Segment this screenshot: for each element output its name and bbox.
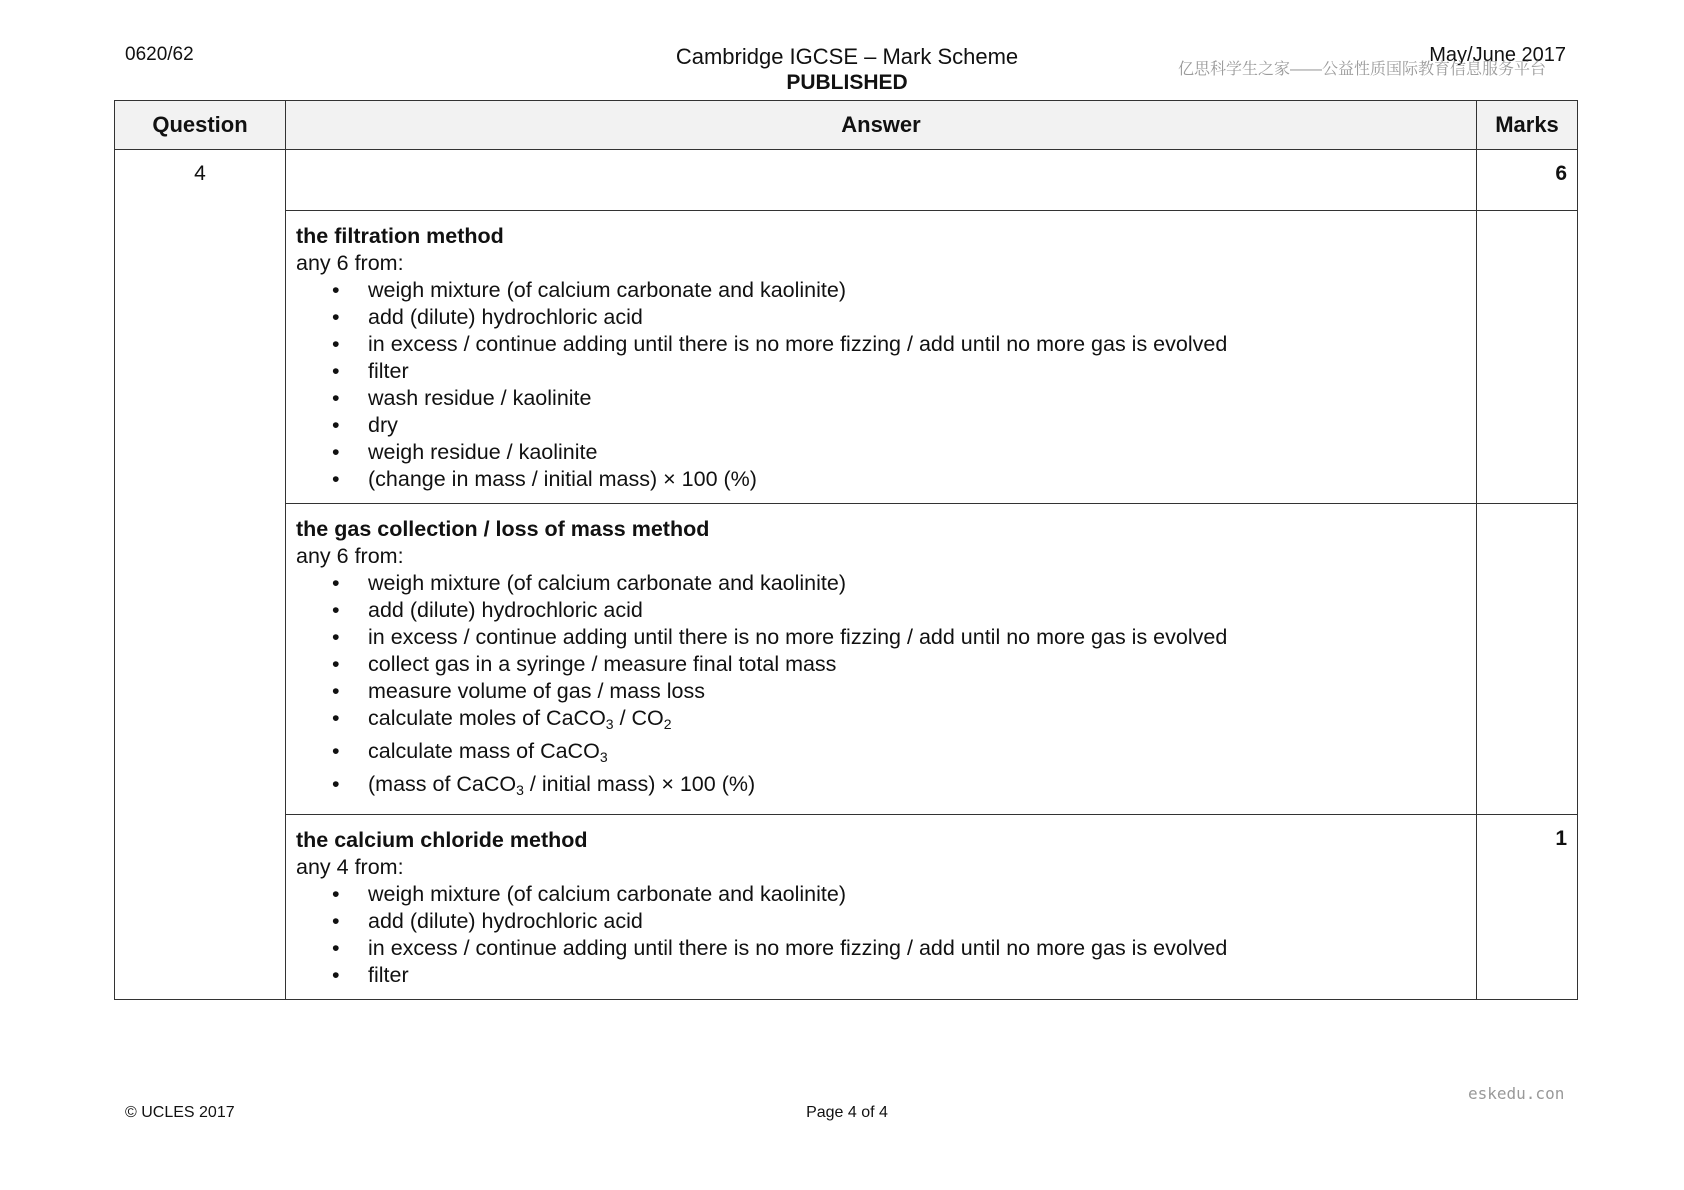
list-item: • measure volume of gas / mass loss	[332, 679, 705, 703]
list-item: • weigh mixture (of calcium carbonate and kaolinite)	[332, 882, 847, 906]
list-item: • filter	[332, 359, 409, 383]
bullet-list	[296, 881, 1466, 989]
section-title: the gas collection / loss of mass method	[296, 517, 710, 541]
published-label: PUBLISHED	[786, 71, 908, 94]
list-item: • (change in mass / initial mass) × 100 (%)	[332, 467, 757, 491]
paper-code: 0620/62	[125, 44, 194, 65]
list-item: • add (dilute) hydrochloric acid	[332, 909, 643, 933]
list-item: • weigh residue / kaolinite	[332, 440, 598, 464]
list-item: • in excess / continue adding until there is no more fizzing / add until no more gas is evolved	[332, 936, 1228, 960]
list-item: • (mass of CaCO$_3$ / initial mass) × 100 (%)	[332, 772, 756, 798]
exam-session: May/June 2017	[1429, 44, 1566, 66]
table-row	[115, 211, 1578, 504]
section-intro: any 6 from:	[296, 544, 404, 568]
list-item: • dry	[332, 413, 398, 437]
copyright: © UCLES 2017	[125, 1104, 235, 1121]
footer-watermark: eskedu.con	[1468, 1084, 1565, 1103]
section-title: the calcium chloride method	[296, 828, 588, 852]
list-item: • in excess / continue adding until there is no more fizzing / add until no more gas is evolved	[332, 332, 1228, 356]
answer-cell-calcium-chloride	[286, 815, 1477, 1000]
question-answer-empty	[286, 150, 1477, 211]
answer-cell-filtration	[286, 211, 1477, 504]
watermark-text: 亿思科学生之家——公益性质国际教育信息服务平台	[1178, 61, 1547, 78]
list-item: • wash residue / kaolinite	[332, 386, 592, 410]
section-marks	[1477, 504, 1578, 815]
answer-cell-gas-collection	[286, 504, 1477, 815]
question-row	[115, 150, 1578, 211]
document-title: Cambridge IGCSE – Mark Scheme	[675, 44, 1019, 69]
question-column-header: Question	[115, 101, 286, 150]
marks-column-header: Marks	[1477, 101, 1578, 150]
list-item: • filter	[332, 963, 409, 987]
section-marks	[1477, 211, 1578, 504]
question-number: 4	[115, 150, 286, 1000]
section-intro: any 4 from:	[296, 855, 404, 879]
question-total-marks: 6	[1477, 150, 1578, 211]
section-intro: any 6 from:	[296, 251, 404, 275]
mark-scheme-table	[114, 100, 1578, 1000]
list-item: • calculate moles of CaCO$_3$ / $CO_2$	[332, 706, 672, 732]
table-row	[115, 815, 1578, 1000]
list-item: • collect gas in a syringe / measure final total mass	[332, 652, 837, 676]
list-item: • in excess / continue adding until there is no more fizzing / add until no more gas is evolved	[332, 625, 1228, 649]
table-header-row	[115, 101, 1578, 150]
bullet-list	[296, 277, 1466, 493]
answer-column-header: Answer	[286, 101, 1477, 150]
list-item: • add (dilute) hydrochloric acid	[332, 305, 643, 329]
list-item: • calculate mass of CaCO$_3$	[332, 739, 608, 765]
list-item: • weigh mixture (of calcium carbonate and kaolinite)	[332, 278, 847, 302]
page-number: Page 4 of 4	[806, 1104, 888, 1121]
table-row	[115, 504, 1578, 815]
section-marks: 1	[1477, 815, 1578, 1000]
bullet-list	[296, 570, 1466, 804]
list-item: • weigh mixture (of calcium carbonate and kaolinite)	[332, 571, 847, 595]
list-item: • add (dilute) hydrochloric acid	[332, 598, 643, 622]
section-title: the filtration method	[296, 224, 504, 248]
